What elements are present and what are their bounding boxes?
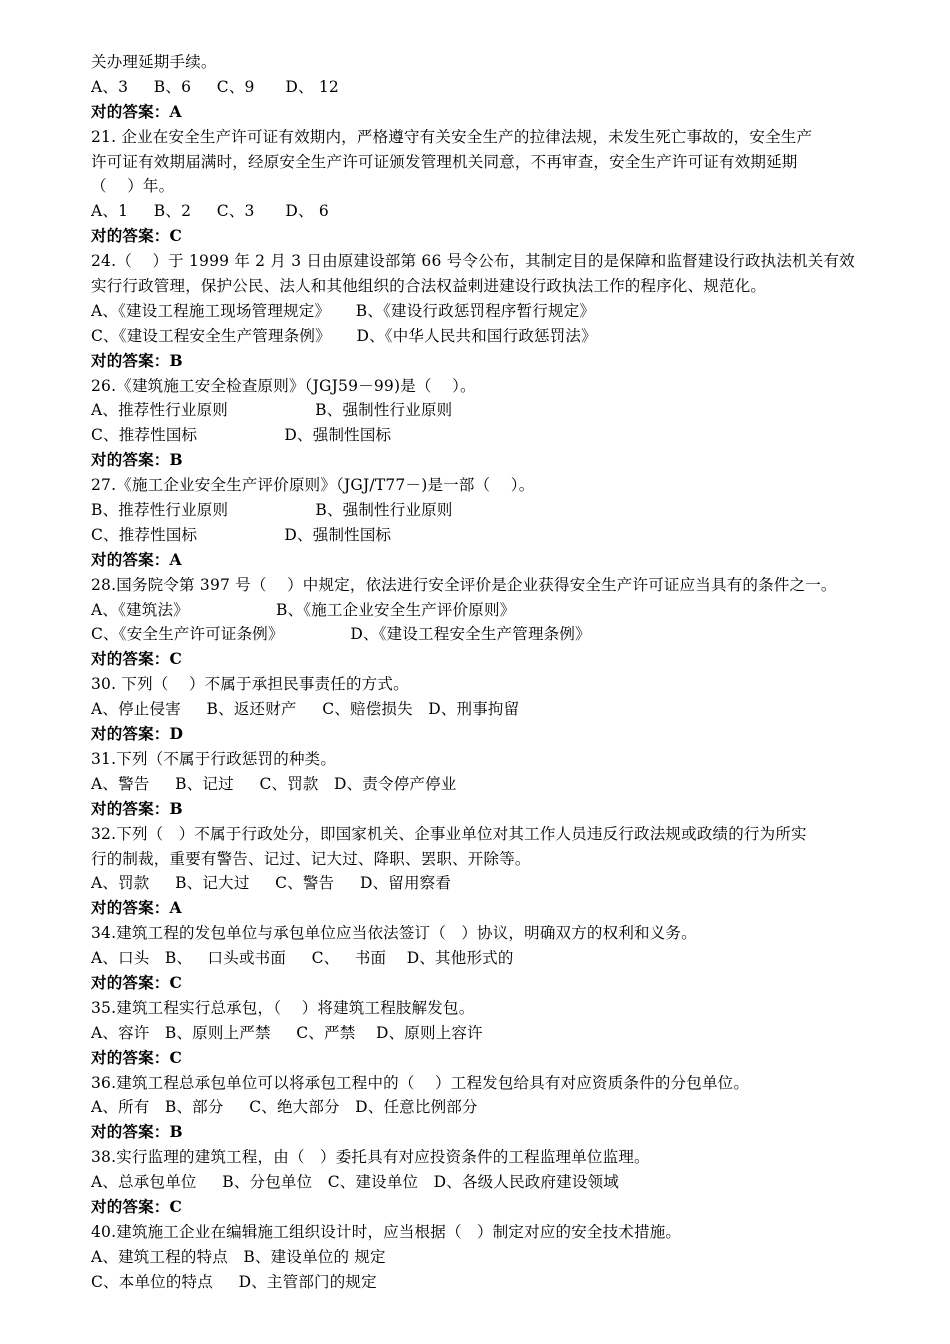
text-line: A、罚款 B、记大过 C、警告 D、留用察看 <box>91 874 452 893</box>
text-line: 35.建筑工程实行总承包，（ ）将建筑工程肢解发包。 <box>91 998 475 1017</box>
answer-line: 对的答案：A <box>91 549 182 569</box>
text-line: 21. 企业在安全生产许可证有效期内，严格遵守有关安全生产的拉律法规，未发生死亡事故的，安全生产 <box>91 127 813 146</box>
text-line: A、容许 B、原则上严禁 C、严禁 D、原则上容许 <box>91 1023 483 1042</box>
answer-line: 对的答案：B <box>91 1122 183 1142</box>
text-line: 行的制裁，重要有警告、记过、记大过、降职、罢职、开除等。 <box>91 849 531 868</box>
text-line: 31.下列（不属于行政惩罚的种类。 <box>91 749 337 768</box>
text-line: A、推荐性行业原则 B、强制性行业原则 <box>91 401 453 420</box>
text-line: 许可证有效期届满时，经原安全生产许可证颁发管理机关同意，不再审查，安全生产许可证有效期延期 <box>91 152 798 171</box>
answer-line: 对的答案：B <box>91 350 183 370</box>
text-line: C、推荐性国标 D、强制性国标 <box>91 426 392 445</box>
text-line: A、所有 B、部分 C、绝大部分 D、任意比例部分 <box>91 1098 478 1117</box>
answer-line: 对的答案：C <box>91 649 183 669</box>
text-line: A、3 B、6 C、9 D、 12 <box>91 77 339 96</box>
text-line: 32.下列（ ）不属于行政处分，即国家机关、企事业单位对其工作人员违反行政法规或政绩的行为所实 <box>91 824 807 843</box>
text-line: B、推荐性行业原则 B、强制性行业原则 <box>91 501 453 520</box>
text-line: 40.建筑施工企业在编辑施工组织设计时，应当根据（ ）制定对应的安全技术措施。 <box>91 1222 682 1241</box>
answer-line: 对的答案：A <box>91 101 182 121</box>
text-line: 24.（ ）于 1999 年 2 月 3 日由原建设部第 66 号令公布，其制定目的是保障和监督建设行政执法机关有效 <box>91 252 855 271</box>
text-line: A、《建筑法》 B、《施工企业安全生产评价原则》 <box>91 600 516 619</box>
text-line: C、《安全生产许可证条例》 D、《建设工程安全生产管理条例》 <box>91 625 591 644</box>
text-line: 26.《建筑施工安全检查原则》（JGJ59－99)是（ ）。 <box>91 376 476 395</box>
answer-line: 对的答案：C <box>91 1047 183 1067</box>
text-line: C、本单位的特点 D、主管部门的规定 <box>91 1272 377 1291</box>
text-line: A、1 B、2 C、3 D、 6 <box>91 202 329 221</box>
text-line: 27.《施工企业安全生产评价原则》（JGJ/T77－)是一部（ ）。 <box>91 476 535 495</box>
answer-line: 对的答案：B <box>91 798 183 818</box>
document-body <box>91 50 871 1295</box>
text-line: 38.实行监理的建筑工程，由（ ）委托具有对应投资条件的工程监理单位监理。 <box>91 1148 650 1167</box>
text-line: A、口头 B、 口头或书面 C、 书面 D、其他形式的 <box>91 949 514 968</box>
text-line: 34.建筑工程的发包单位与承包单位应当依法签订（ ）协议，明确双方的权利和义务。 <box>91 924 697 943</box>
text-line: 关办理延期手续。 <box>91 53 217 71</box>
text-line: C、《建设工程安全生产管理条例》 D、《中华人民共和国行政惩罚法》 <box>91 326 597 345</box>
answer-line: 对的答案：B <box>91 450 183 470</box>
answer-line: 对的答案：C <box>91 226 183 246</box>
text-line: 30. 下列（ ）不属于承担民事责任的方式。 <box>91 675 409 694</box>
answer-line: 对的答案：C <box>91 972 183 992</box>
text-line: 实行行政管理，保护公民、法人和其他组织的合法权益剌进建设行政执法工作的程序化、规范化。 <box>91 277 767 296</box>
answer-line: 对的答案：A <box>91 898 182 918</box>
text-line: A、《建设工程施工现场管理规定》 B、《建设行政惩罚程序暂行规定》 <box>91 301 596 320</box>
text-line: C、推荐性国标 D、强制性国标 <box>91 525 392 544</box>
text-line: （ ）年。 <box>91 177 175 196</box>
text-line: 36.建筑工程总承包单位可以将承包工程中的（ ）工程发包给具有对应资质条件的分包单位。 <box>91 1073 750 1092</box>
text-line: 28.国务院令第 397 号（ ）中规定，依法进行安全评价是企业获得安全生产许可证应当具有的条件之一。 <box>91 575 837 594</box>
answer-line: 对的答案：D <box>91 724 184 744</box>
text-line: A、建筑工程的特点 B、建设单位的 规定 <box>91 1247 386 1266</box>
text-line: A、总承包单位 B、分包单位 C、建设单位 D、各级人民政府建设领域 <box>91 1173 619 1192</box>
answer-line: 对的答案：C <box>91 1196 183 1216</box>
text-line: A、停止侵害 B、返还财产 C、赔偿损失 D、刑事拘留 <box>91 700 520 719</box>
text-line: A、警告 B、记过 C、罚款 D、责令停产停业 <box>91 774 457 793</box>
